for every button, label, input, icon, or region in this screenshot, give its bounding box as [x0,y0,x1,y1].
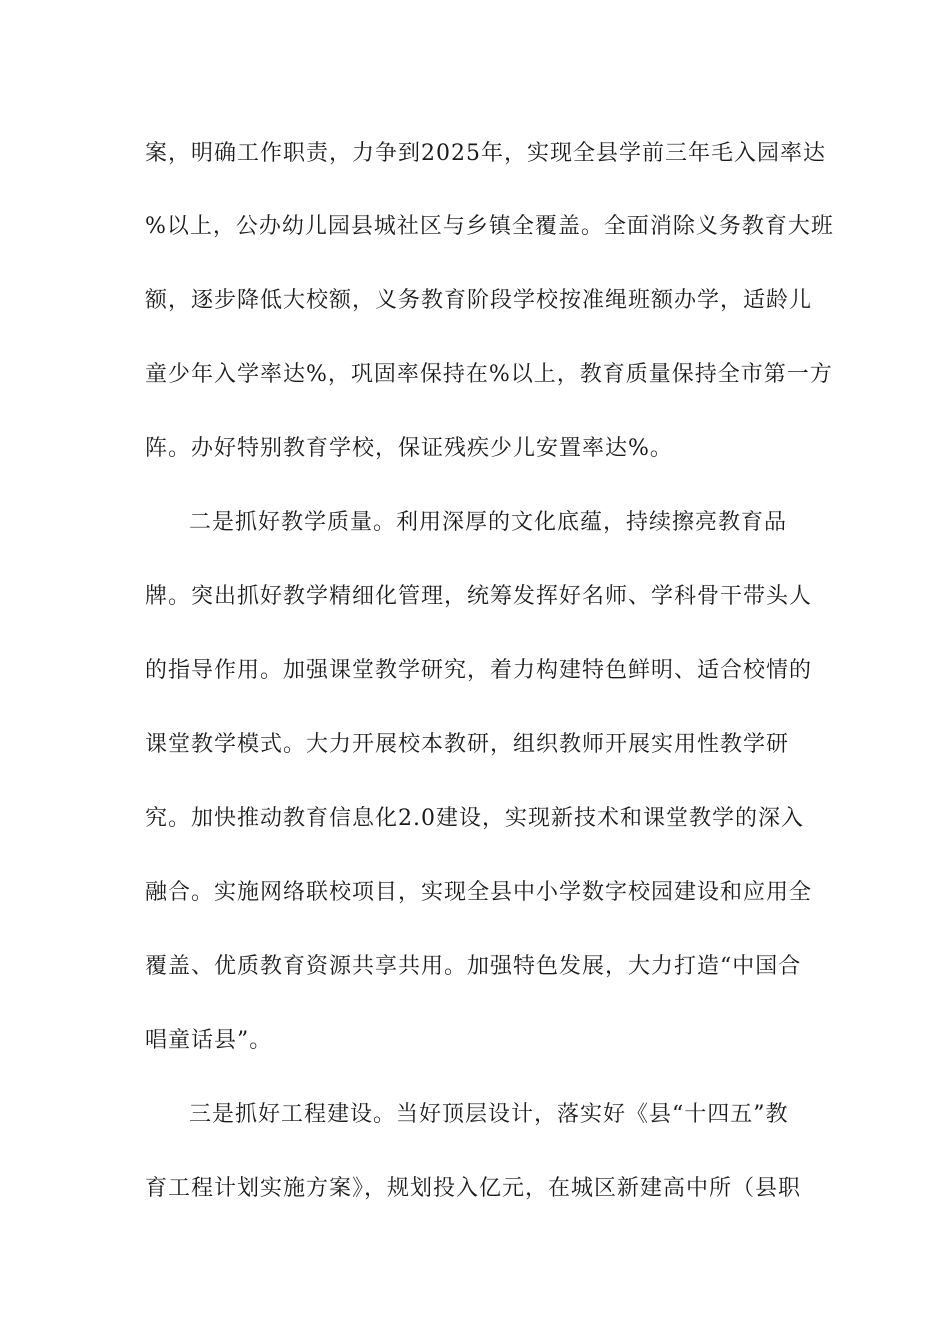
text-line: 融合。实施网络联校项目，实现全县中小学数字校园建设和应用全 [145,880,813,905]
text-line: 育工程计划实施方案》，规划投入亿元，在城区新建高中所（县职 [145,1176,802,1201]
paragraph-start-line: 三是抓好工程建设。当好顶层设计，落实好《县“十四五”教 [189,1102,789,1127]
text-line: 额，逐步降低大校额，义务教育阶段学校按准绳班额办学，适龄儿 [145,288,813,313]
text-line: 童少年入学率达%，巩固率保持在%以上，教育质量保持全市第一方 [145,362,833,387]
text-line: 案，明确工作职责，力争到2025年，实现全县学前三年毛入园率达 [145,141,826,166]
text-line: 唱童话县”。 [145,1028,273,1053]
text-line: 阵。办好特别教育学校，保证残疾少儿安置率达%。 [145,436,673,461]
text-line: 课堂教学模式。大力开展校本教研，组织教师开展实用性教学研 [145,732,790,757]
text-line: 的指导作用。加强课堂教学研究，着力构建特色鲜明、适合校情的 [145,658,813,683]
text-line: 覆盖、优质教育资源共享共用。加强特色发展，大力打造“中国合 [145,954,802,979]
paragraph-start-line: 二是抓好教学质量。利用深厚的文化底蕴，持续擦亮教育品 [189,510,788,535]
text-line: 牌。突出抓好教学精细化管理，统筹发挥好名师、学科骨干带头人 [145,584,813,609]
text-line: %以上，公办幼儿园县城社区与乡镇全覆盖。全面消除义务教育大班 [145,214,834,239]
text-line: 究。加快推动教育信息化2.0建设，实现新技术和课堂教学的深入 [145,806,804,831]
